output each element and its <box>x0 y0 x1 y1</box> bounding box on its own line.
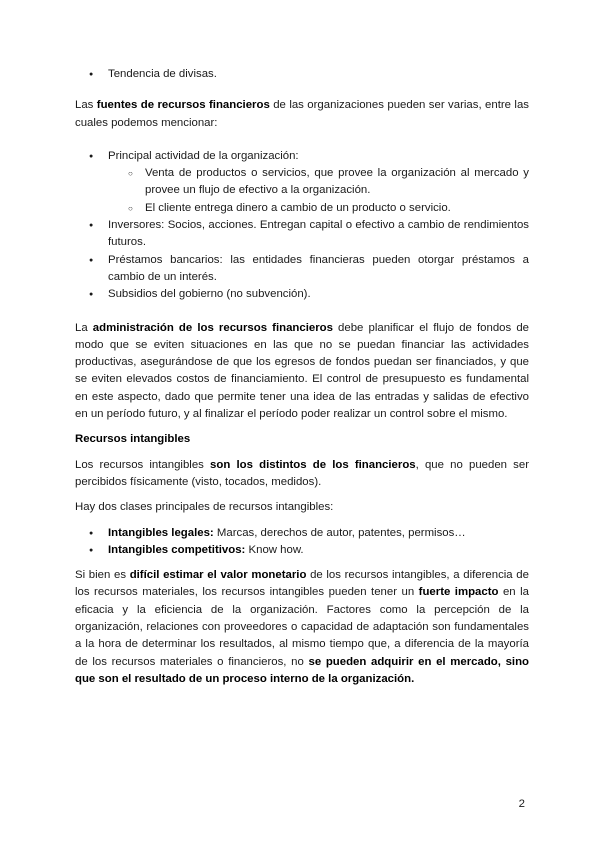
bullet-list-fuentes <box>75 148 529 304</box>
bold-text: Intangibles legales: <box>108 526 214 539</box>
list-item: ● Principal actividad de la organización: <box>75 148 529 165</box>
sub-list-item: ○ El cliente entrega dinero a cambio de un producto o servicio. <box>75 200 529 217</box>
bold-text: fuentes de recursos financieros <box>96 99 270 112</box>
text: Marcas, derechos de autor, patentes, permisos… <box>213 526 466 539</box>
text: Si bien es <box>75 569 130 582</box>
bold-text: Intangibles competitivos: <box>108 543 246 556</box>
text: , que no pueden ser percibidos físicamente (visto, tocados, medidos). <box>75 458 530 488</box>
list-item: ● Subsidios del gobierno (no subvención). <box>75 286 529 303</box>
section-heading: Recursos intangibles <box>75 433 191 446</box>
bold-text: difícil estimar el valor monetario <box>129 569 307 582</box>
list-item: ● Inversores: Socios, acciones. Entregan capital o efectivo a cambio de rendimientos futuros. <box>75 217 529 252</box>
list-item <box>75 542 529 559</box>
paragraph-clases: Hay dos clases principales de recursos intangibles: <box>75 501 334 514</box>
paragraph-fuentes <box>75 97 529 132</box>
paragraph-administracion <box>75 320 529 424</box>
text: de los recursos intangibles, a diferencia de los recursos materiales, los recursos intangibles pueden tener un <box>75 569 529 599</box>
paragraph-final <box>75 567 529 688</box>
sub-list-item: ○ Venta de productos o servicios, que provee la organización al mercado y provee un flujo de efectivo a la organización. <box>75 165 529 200</box>
paragraph-intangibles <box>75 457 529 492</box>
text: debe planificar el flujo de fondos de modo que se eviten situaciones en las que no se puedan financiar las actividades productivas, asegurándose de que los egresos de fondos puedan ser financiados, y que se eviten elevados costos de financiamiento. El control de presupuesto es fundamental en este aspecto, dado que permite tener una idea de las entradas y salidas de efectivo en un período futuro, y al finalizar el período poder realizar un control sobre el mismo. <box>75 321 529 421</box>
document-body <box>75 66 529 688</box>
text: Las <box>75 99 97 112</box>
text: Los recursos intangibles <box>75 458 211 471</box>
text: La <box>75 321 93 334</box>
text: Know how. <box>245 543 304 556</box>
bullet-list-divisas <box>75 66 529 83</box>
page-number: 2 <box>518 798 525 810</box>
text: en la eficacia y la eficiencia de la organización. Factores como la percepción de la organización, relaciones con proveedores o capacidad de adaptación son fundamentales a la hora de determinar los resultados, al mismo tiempo que, a diferencia de la mayoría de los recursos materiales o financieros, no <box>75 586 529 668</box>
list-item: ● Préstamos bancarios: las entidades financieras pueden otorgar préstamos a cambio de un interés. <box>75 252 529 287</box>
list-item <box>75 525 529 542</box>
bold-text: se pueden adquirir en el mercado, sino que son el resultado de un proceso interno de la organización. <box>75 655 530 685</box>
text: de las organizaciones pueden ser varias, entre las cuales podemos mencionar: <box>75 99 529 129</box>
bold-text: son los distintos de los financieros <box>210 458 416 471</box>
bold-text: administración de los recursos financieros <box>92 321 333 334</box>
list-item: ● Tendencia de divisas. <box>75 66 529 83</box>
bullet-list-clases <box>75 525 529 560</box>
bold-text: fuerte impacto <box>418 586 499 599</box>
